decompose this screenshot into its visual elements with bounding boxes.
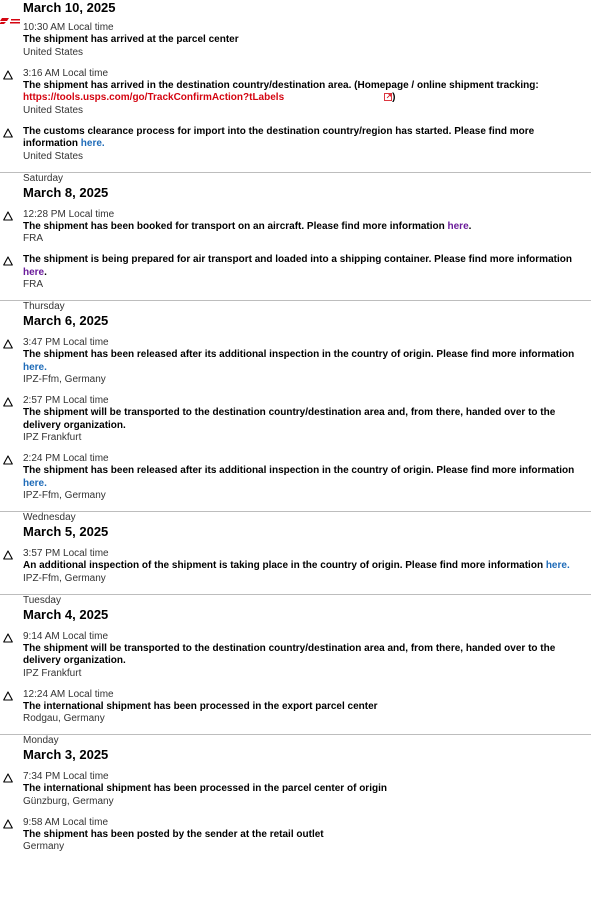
tracking-event xyxy=(0,453,591,502)
event-description xyxy=(23,701,585,714)
event-description xyxy=(23,221,585,234)
date-heading: March 4, 2025 xyxy=(23,606,109,622)
event-description xyxy=(23,80,585,105)
more-info-link[interactable]: here. xyxy=(545,560,570,571)
event-description-text: The shipment will be transported to the destination country/destination area and, from there, handed over to the delivery organization. xyxy=(23,642,556,666)
event-location: Germany xyxy=(23,841,65,852)
event-description-end: . xyxy=(468,220,472,232)
tracking-event xyxy=(0,631,591,680)
event-list xyxy=(0,548,591,585)
date-heading: March 8, 2025 xyxy=(23,184,109,200)
event-location: IPZ Frankfurt xyxy=(23,432,82,443)
weekday-label: Monday xyxy=(23,735,59,746)
event-description-text: The shipment has been released after its additional inspection in the country of origin. Please find more information xyxy=(23,349,575,360)
tracking-event xyxy=(0,254,591,291)
event-description xyxy=(23,465,585,490)
tracking-event xyxy=(0,68,591,117)
event-time: 3:57 PM Local time xyxy=(23,548,109,559)
event-list xyxy=(0,209,591,292)
event-description-text: The international shipment has been processed in the export parcel center xyxy=(23,700,378,712)
tracking-event xyxy=(0,689,591,726)
event-list xyxy=(0,631,591,726)
event-time: 9:58 AM Local time xyxy=(23,816,109,828)
event-location: IPZ-Ffm, Germany xyxy=(23,374,106,385)
more-info-link[interactable]: here xyxy=(23,266,45,278)
event-location: Rodgau, Germany xyxy=(23,713,105,724)
more-info-link[interactable]: here. xyxy=(23,361,47,373)
day-group xyxy=(0,512,591,595)
event-location: IPZ-Ffm, Germany xyxy=(23,490,106,501)
event-location: United States xyxy=(23,104,84,116)
tracking-event xyxy=(0,817,591,854)
day-group xyxy=(0,595,591,736)
event-location: Günzburg, Germany xyxy=(23,795,114,807)
event-description-text: The shipment will be transported to the destination country/destination area and, from there, handed over to the delivery organization. xyxy=(23,407,556,431)
tracking-event xyxy=(0,395,591,444)
warning-triangle-icon xyxy=(3,211,13,221)
date-heading: March 6, 2025 xyxy=(23,313,109,328)
warning-triangle-icon xyxy=(3,455,13,465)
event-time: 2:24 PM Local time xyxy=(23,453,109,464)
event-time: 10:30 AM Local time xyxy=(23,22,114,33)
event-description xyxy=(23,349,585,374)
warning-triangle-icon xyxy=(3,773,13,783)
event-time: 9:14 AM Local time xyxy=(23,630,109,642)
tracking-event xyxy=(0,548,591,585)
event-description xyxy=(23,643,585,668)
event-location: FRA xyxy=(23,279,43,290)
day-group xyxy=(0,735,591,862)
event-location: IPZ-Ffm, Germany xyxy=(23,572,106,584)
event-time: 2:57 PM Local time xyxy=(23,395,109,406)
warning-triangle-icon xyxy=(3,339,13,349)
event-description-text: The shipment has been posted by the sender at the retail outlet xyxy=(23,828,324,840)
event-list xyxy=(0,337,591,502)
event-time: 3:16 AM Local time xyxy=(23,67,109,79)
event-location: FRA xyxy=(23,233,43,244)
warning-triangle-icon xyxy=(3,633,13,643)
event-description-text: The shipment is being prepared for air transport and loaded into a shipping container. Please find more information xyxy=(23,254,572,265)
event-description-text: The customs clearance process for import into the destination country/region has started. Please find more information xyxy=(23,125,535,149)
date-heading: March 10, 2025 xyxy=(23,0,116,15)
event-description xyxy=(23,126,585,151)
warning-triangle-icon xyxy=(3,550,13,560)
event-description-text: An additional inspection of the shipment is taking place in the country of origin. Please find more information xyxy=(23,560,546,571)
external-link-icon[interactable] xyxy=(384,93,392,101)
event-description xyxy=(23,783,585,796)
event-description xyxy=(23,560,585,573)
weekday-label: Tuesday xyxy=(23,594,61,606)
event-description xyxy=(23,829,585,842)
event-description-text: The international shipment has been processed in the parcel center of origin xyxy=(23,783,387,794)
event-location: United States xyxy=(23,150,84,162)
tracking-event xyxy=(0,126,591,163)
weekday-label: Thursday xyxy=(23,301,65,312)
tracking-event xyxy=(0,22,591,59)
more-info-link[interactable]: here. xyxy=(23,477,47,489)
warning-triangle-icon xyxy=(3,256,13,266)
warning-triangle-icon xyxy=(3,128,13,138)
event-list xyxy=(0,22,591,163)
warning-triangle-icon xyxy=(3,691,13,701)
event-location: United States xyxy=(23,46,84,58)
event-description xyxy=(23,34,585,47)
event-time: 12:28 PM Local time xyxy=(23,208,115,220)
tracking-event xyxy=(0,209,591,246)
tracking-event xyxy=(0,337,591,386)
event-description-text: The shipment has arrived in the destination country/destination area. (Homepage / online shipment tracking: xyxy=(23,79,539,91)
day-group xyxy=(0,173,591,302)
day-group xyxy=(0,0,591,173)
tracking-link[interactable]: https://tools.usps.com/go/TrackConfirmAction?tLabels xyxy=(23,92,285,103)
event-description-end: ) xyxy=(392,92,396,103)
event-time: 3:47 PM Local time xyxy=(23,337,109,348)
event-list xyxy=(0,771,591,853)
date-heading: March 5, 2025 xyxy=(23,524,109,539)
event-description-text: The shipment has been booked for transport on an aircraft. Please find more information xyxy=(23,220,448,232)
weekday-label: Wednesday xyxy=(23,512,76,523)
event-description xyxy=(23,407,585,432)
event-location: IPZ Frankfurt xyxy=(23,667,82,679)
event-time: 7:34 PM Local time xyxy=(23,771,109,782)
more-info-link[interactable]: here xyxy=(447,220,469,232)
tracking-event xyxy=(0,771,591,808)
event-description-end: . xyxy=(44,266,47,278)
event-description-text: The shipment has been released after its additional inspection in the country of origin. Please find more information xyxy=(23,465,575,476)
event-description-text: The shipment has arrived at the parcel center xyxy=(23,34,239,45)
warning-triangle-icon xyxy=(3,397,13,407)
more-info-link[interactable]: here. xyxy=(80,138,105,149)
day-group xyxy=(0,301,591,512)
event-time: 12:24 AM Local time xyxy=(23,688,114,700)
date-heading: March 3, 2025 xyxy=(23,747,109,762)
warning-triangle-icon xyxy=(3,819,13,829)
event-description xyxy=(23,254,585,279)
warning-triangle-icon xyxy=(3,70,13,80)
weekday-label: Saturday xyxy=(23,172,64,184)
